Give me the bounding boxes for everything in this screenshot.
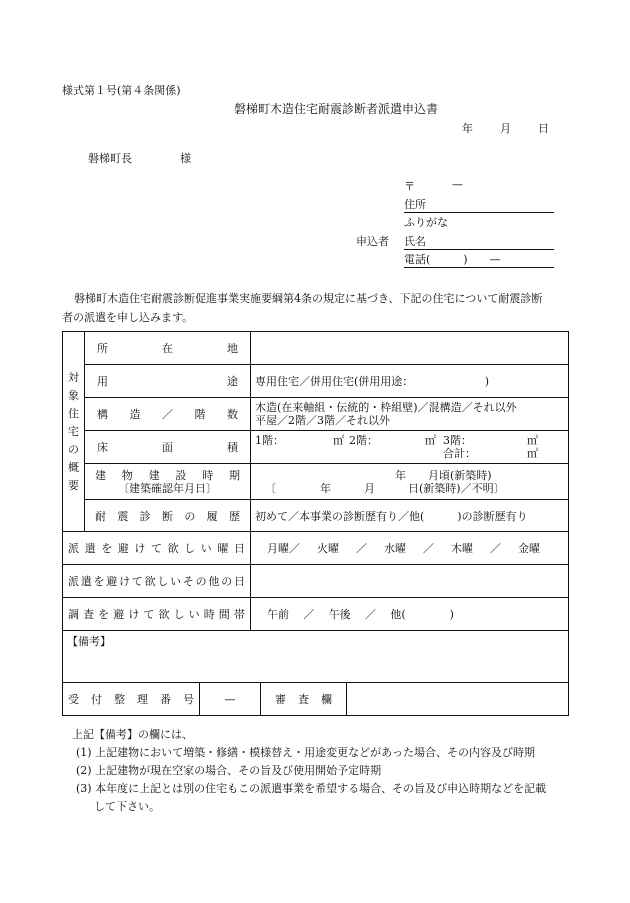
avoid-other-value[interactable]: [251, 565, 569, 598]
history-value[interactable]: 初めて／本事業の診断歴有り／他( )の診断歴有り: [251, 500, 569, 532]
location-label: 所 在 地: [85, 332, 251, 365]
address-label: 住所: [404, 198, 426, 211]
postal-mark: 〒: [404, 180, 415, 193]
notes-heading: 上記【備考】の欄には、: [72, 728, 193, 741]
building-overview-label: 対 象 住 宅 の 概 要: [63, 332, 85, 532]
location-input[interactable]: [251, 332, 569, 365]
avoid-other-label: 派 遣 を 避 け て 欲 し い そ の 他 の 日: [63, 565, 251, 598]
name-field[interactable]: [404, 233, 554, 250]
history-label: 耐 震 診 断 の 履 歴: [85, 500, 251, 532]
intro-line-1: 磐梯町木造住宅耐震診断促進事業実施要綱第4条の規定に基づき、下記の住宅について耐震診断: [74, 292, 543, 305]
addressee: 磐梯町長: [88, 152, 132, 165]
structure-label: 構 造 ／ 階 数: [85, 398, 251, 431]
notes: [62, 726, 546, 816]
built-date-value[interactable]: 年 月頃(新築時) 〔 年 月 日(新築時)／不明〕: [251, 464, 569, 500]
remarks-field[interactable]: [63, 631, 569, 683]
phone-label: 電話( ) —: [404, 253, 501, 266]
usage-value[interactable]: 専用住宅／併用住宅(併用用途： ): [251, 365, 569, 398]
form-number: 様式第１号(第４条関係): [62, 84, 181, 97]
note-3-cont: して下さい。: [94, 800, 160, 813]
floor-area-label: 床 面 積: [85, 431, 251, 464]
name-label: 氏名: [404, 235, 426, 248]
remarks-label: 【備考】: [67, 635, 111, 648]
reception-number-value[interactable]: —: [199, 683, 260, 715]
avoid-day-value[interactable]: 月曜／ 火曜 ／ 水曜 ／ 木曜 ／ 金曜: [251, 532, 569, 565]
honorific: 様: [180, 152, 191, 165]
avoid-time-value[interactable]: 午前 ／ 午後 ／ 他( ): [251, 598, 569, 631]
address-field[interactable]: [404, 196, 554, 213]
furigana-label: ふりがな: [404, 216, 448, 229]
floor-area-value[interactable]: 1階： ㎡ 2階： ㎡ 3階： ㎡ 合計： ㎡: [251, 431, 569, 464]
date-day: 日: [538, 122, 549, 135]
usage-label: 用 途: [85, 365, 251, 398]
note-3: (3) 本年度に上記とは別の住宅もこの派遣事業を希望する場合、その旨及び申込時期などを記載: [76, 782, 547, 795]
date-month: 月: [500, 122, 511, 135]
built-date-label: 建 物 建 設 時 期 〔建築確認年月日〕: [85, 464, 251, 500]
page-title: 磐梯町木造住宅耐震診断者派遣申込書: [234, 102, 439, 116]
review-value[interactable]: [346, 683, 568, 715]
review-label: 審 査 欄: [260, 683, 346, 715]
intro-line-2: 者の派遣を申し込みます。: [62, 311, 194, 324]
avoid-time-label: 調 査 を 避 け て 欲 し い 時 間 帯: [63, 598, 251, 631]
applicant-label: 申込者: [356, 235, 389, 248]
note-1: (1) 上記建物において増築・修繕・模様替え・用途変更などがあった場合、その内容及び時期: [76, 746, 535, 759]
structure-value[interactable]: 木造(在来軸組・伝統的・枠組壁)／混構造／それ以外 平屋／2階／3階／それ以外: [251, 398, 569, 431]
avoid-day-label: 派 遣 を 避 け て 欲 し い 曜 日: [63, 532, 251, 565]
date-year: 年: [462, 122, 473, 135]
note-2: (2) 上記建物が現在空家の場合、その旨及び使用開始予定時期: [76, 764, 382, 777]
reception-row: [63, 683, 569, 716]
postal-dash: —: [452, 178, 463, 191]
application-table: [62, 331, 569, 716]
reception-number-label: 受 付 整 理 番 号: [68, 693, 194, 706]
phone-field[interactable]: [404, 251, 554, 268]
